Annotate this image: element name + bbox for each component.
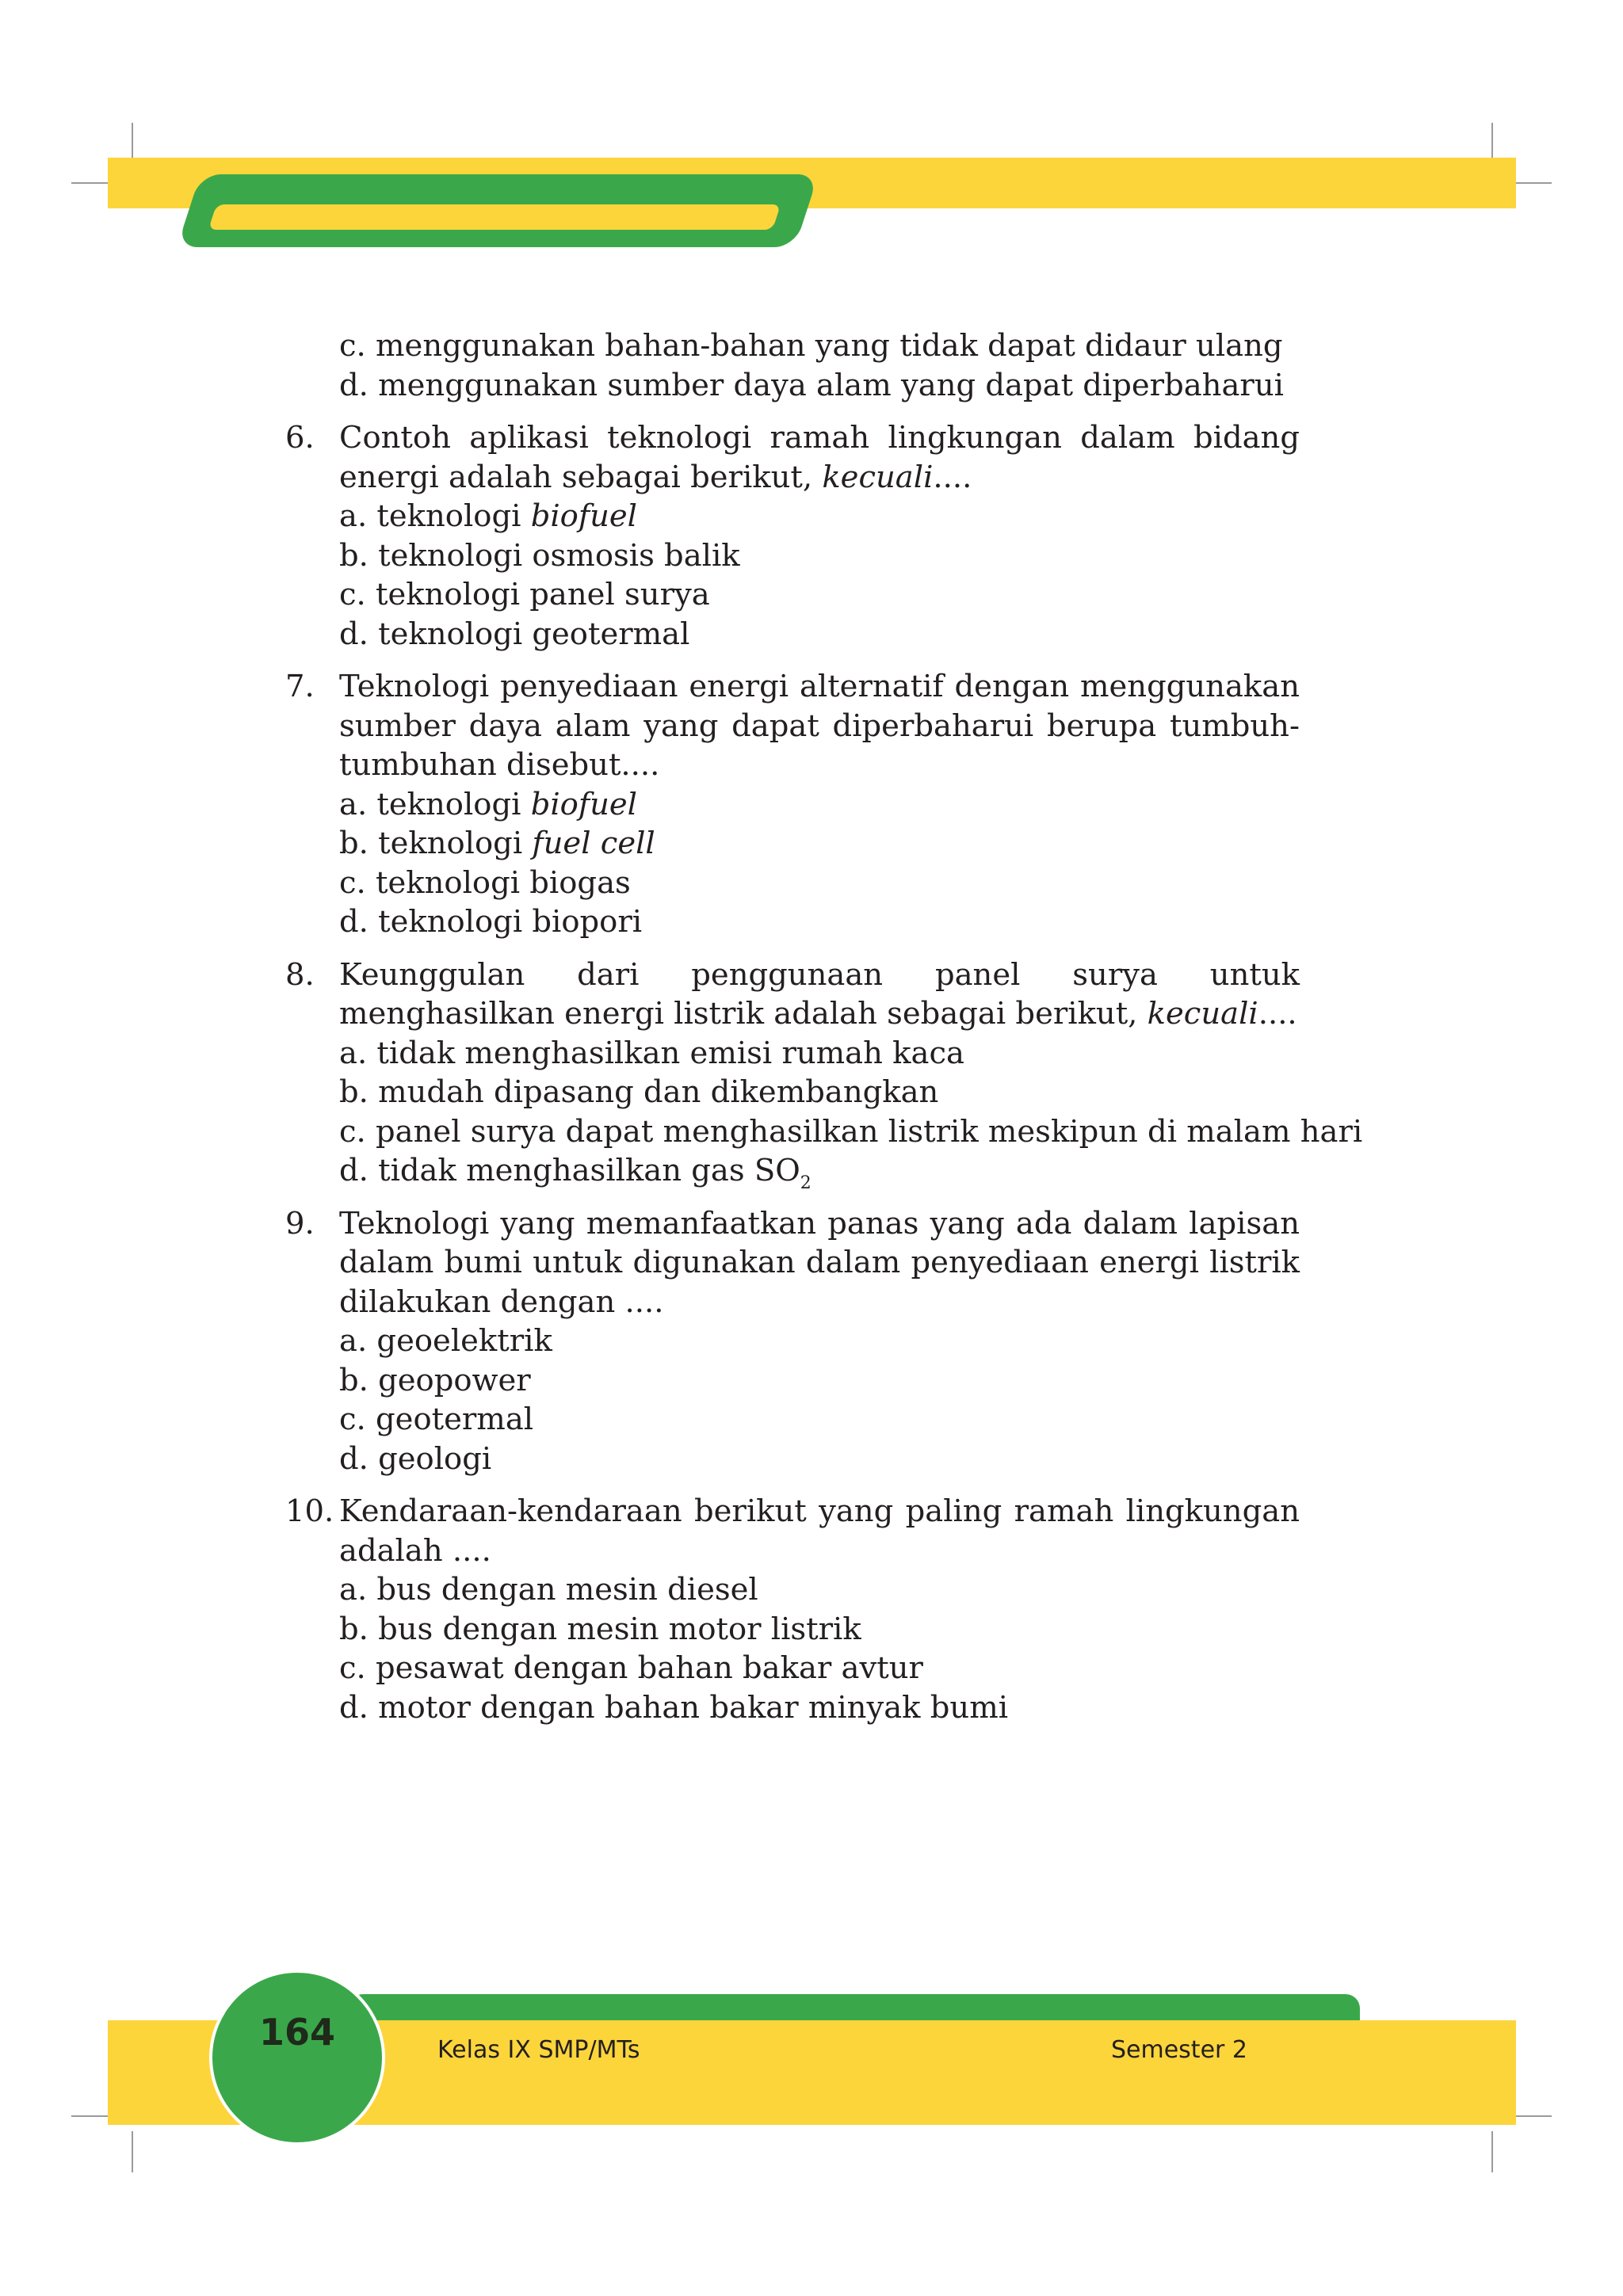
option-text: c. teknologi panel surya: [339, 577, 710, 612]
answer-option: c. menggunakan bahan-bahan yang tidak dapat didaur ulang: [339, 328, 1283, 364]
question: [285, 1492, 1300, 1727]
crop-mark: [132, 2131, 133, 2172]
question-prompt: Keunggulan dari penggunaan panel surya untuk menghasilkan energi listrik adalah sebagai berikut,: [339, 956, 1300, 1032]
footer-green-strip: [349, 1994, 1360, 2023]
option-text: b. teknologi: [339, 826, 533, 861]
answer-option: [285, 1112, 1363, 1152]
answer-option: [285, 824, 1300, 864]
option-text: a. teknologi: [339, 498, 531, 534]
question-number: 7.: [285, 669, 315, 704]
question-head: [285, 1492, 1300, 1570]
question: [285, 955, 1363, 1193]
option-text: a. geoelektrik: [339, 1323, 552, 1359]
question-head: [285, 418, 1300, 497]
question-prompt-end: ....: [933, 459, 972, 495]
answer-option: [285, 1073, 1300, 1112]
question-emphasis: kecuali: [822, 459, 934, 495]
question-head: [285, 955, 1300, 1034]
semester-label: Semester 2: [1111, 2036, 1247, 2064]
question-prompt: Contoh aplikasi teknologi ramah lingkungan dalam bidang energi adalah sebagai berikut,: [339, 420, 1300, 495]
question-emphasis: kecuali: [1147, 996, 1258, 1032]
option-emphasis: biofuel: [530, 498, 637, 534]
answer-option: [285, 1688, 1300, 1728]
answer-option: [285, 497, 1300, 536]
question-head: [285, 667, 1300, 785]
question-text: [339, 1204, 1300, 1322]
crop-mark: [1510, 2115, 1552, 2117]
option-emphasis: biofuel: [530, 786, 637, 822]
question-number: 6.: [285, 420, 315, 456]
option-text: d. teknologi geotermal: [339, 616, 690, 652]
answer-option: [285, 575, 1300, 615]
option-text: a. bus dengan mesin diesel: [339, 1572, 758, 1608]
answer-option: [285, 615, 1300, 654]
question-number: 8.: [285, 956, 315, 993]
crop-mark: [71, 2115, 113, 2117]
book-title: Kelas IX SMP/MTs: [437, 2036, 640, 2064]
question: [285, 667, 1300, 942]
answer-option: [285, 1361, 1300, 1401]
question-number: 10.: [285, 1493, 334, 1529]
question-text: [339, 1492, 1300, 1570]
page-number: 164: [258, 2011, 336, 2054]
question-prompt: Kendaraan-kendaraan berikut yang paling ramah lingkungan adalah ....: [339, 1493, 1300, 1569]
answer-option: [285, 1649, 1300, 1688]
answer-option: [285, 1570, 1300, 1610]
answer-option: [285, 1610, 1300, 1650]
option-text: a. tidak menghasilkan emisi rumah kaca: [339, 1035, 964, 1071]
question: [285, 1204, 1300, 1479]
question: [285, 418, 1300, 654]
answer-option: d. menggunakan sumber daya alam yang dapat diperbaharui: [339, 367, 1284, 403]
option-text: c. teknologi biogas: [339, 864, 631, 901]
answer-option: [285, 1151, 1300, 1191]
option-text: d. geologi: [339, 1440, 492, 1477]
option-text: b. teknologi osmosis balik: [339, 537, 740, 574]
answer-option: [285, 1400, 1300, 1440]
header-tab-inner: [208, 204, 781, 230]
option-text: d. tidak menghasilkan gas SO: [339, 1153, 800, 1188]
crop-mark: [1491, 2131, 1493, 2172]
option-text: c. geotermal: [339, 1402, 534, 1437]
option-text: c. pesawat dengan bahan bakar avtur: [339, 1650, 923, 1686]
crop-mark: [71, 182, 113, 184]
page-number-badge: [212, 1973, 382, 2142]
question-head: [285, 1204, 1300, 1322]
question-prompt: Teknologi yang memanfaatkan panas yang ada dalam lapisan dalam bumi untuk digunakan dalam penyediaan energi listrik dilakukan dengan ....: [339, 1205, 1300, 1320]
answer-option: [285, 536, 1300, 576]
answer-option: [285, 1034, 1300, 1074]
question-text: [339, 955, 1300, 1034]
answer-option: [285, 785, 1300, 825]
answer-option: [285, 1322, 1300, 1361]
option-text: c. panel surya dapat menghasilkan listrik meskipun di malam hari: [339, 1113, 1363, 1150]
option-text: d. motor dengan bahan bakar minyak bumi: [339, 1689, 1009, 1726]
option-text: b. bus dengan mesin motor listrik: [339, 1611, 861, 1647]
option-text: b. mudah dipasang dan dikembangkan: [339, 1074, 939, 1110]
option-text: b. geopower: [339, 1362, 531, 1398]
question-number: 9.: [285, 1205, 315, 1241]
option-text: a. teknologi: [339, 786, 531, 822]
answer-option: [285, 902, 1300, 942]
crop-mark: [1510, 182, 1552, 184]
answer-option: [285, 864, 1300, 903]
question-prompt: Teknologi penyediaan energi alternatif dengan menggunakan sumber daya alam yang dapat diperbaharui berupa tumbuh-tumbuhan disebut....: [339, 669, 1300, 783]
question-prompt-end: ....: [1258, 996, 1297, 1032]
option-subscript: 2: [800, 1173, 812, 1193]
question-text: [339, 667, 1300, 785]
answer-option: [285, 1440, 1300, 1479]
option-emphasis: fuel cell: [532, 826, 655, 861]
option-text: d. teknologi biopori: [339, 904, 643, 940]
question-text: [339, 418, 1300, 497]
question-list: [285, 326, 1363, 1727]
